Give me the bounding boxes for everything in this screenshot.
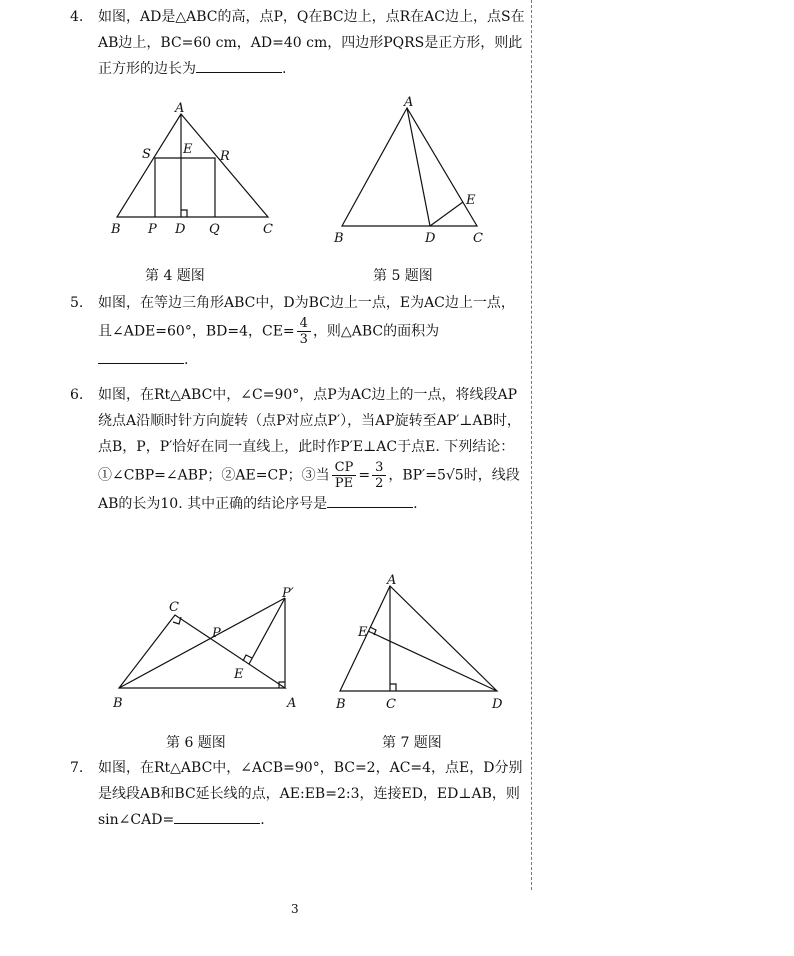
equals-sign: = <box>358 467 371 484</box>
label-e: E <box>234 667 244 682</box>
problem-6-text-2: ，BP′=5√5时，线段AB的长为10. 其中正确的结论序号是 <box>98 467 520 512</box>
caption-figure-7: 第 7 题图 <box>382 735 442 751</box>
label-b: B <box>334 231 344 246</box>
problem-5-text: 如图，在等边三角形ABC中，D为BC边上一点，E为AC边上一点，且∠ADE=60°，BD=4，CE= <box>98 295 515 340</box>
answer-blank <box>327 493 413 508</box>
figure-7 <box>330 570 510 715</box>
label-b: B <box>111 222 121 237</box>
problem-number: 7. <box>70 760 84 776</box>
figure-4 <box>105 100 285 240</box>
label-c: C <box>169 600 179 615</box>
fraction-denominator: PE <box>334 476 354 491</box>
fraction-numerator: 4 <box>297 316 311 332</box>
triangle-abc <box>119 615 285 688</box>
fraction-3-2 <box>372 460 386 491</box>
segment-ad <box>407 108 430 226</box>
label-q: Q <box>209 222 220 237</box>
caption-figure-4: 第 4 题图 <box>145 268 205 284</box>
problem-text <box>98 4 525 82</box>
label-p: P <box>148 222 157 237</box>
triangle-abc <box>117 114 268 217</box>
label-c: C <box>473 231 483 246</box>
label-e: E <box>183 142 193 157</box>
label-c: C <box>386 697 396 712</box>
problem-4-text: 如图，AD是△ABC的高，点P，Q在BC边上，点R在AC边上，点S在AB边上，BC=60 cm，AD=40 cm，四边形PQRS是正方形，则此正方形的边长为 <box>98 9 525 77</box>
page-number: 3 <box>291 902 299 916</box>
fraction-denominator: 2 <box>375 476 384 491</box>
label-a: A <box>175 101 185 116</box>
answer-blank <box>98 349 184 364</box>
problem-4-end: . <box>282 61 287 77</box>
problem-text <box>98 290 525 373</box>
problem-5-end: . <box>184 352 189 368</box>
fraction-numerator: 3 <box>372 460 386 476</box>
label-d: D <box>175 222 186 237</box>
label-a: A <box>287 696 297 711</box>
problem-number: 6. <box>70 387 84 403</box>
problem-text <box>98 755 525 833</box>
segment-ed <box>368 631 497 691</box>
label-d: D <box>492 697 503 712</box>
label-c: C <box>263 222 273 237</box>
label-a: A <box>404 95 414 110</box>
fraction-cp-pe <box>332 460 357 491</box>
fraction <box>297 316 311 347</box>
caption-figure-6: 第 6 题图 <box>166 735 226 751</box>
problem-7-end: . <box>260 812 265 828</box>
problem-number: 5. <box>70 295 84 311</box>
answer-blank <box>196 58 282 73</box>
label-p2: P′ <box>282 586 294 601</box>
label-b: B <box>113 696 123 711</box>
answer-blank <box>174 809 260 824</box>
column-divider <box>531 0 532 890</box>
problem-5 <box>70 290 525 373</box>
problem-5-text-2: ，则△ABC的面积为 <box>312 323 440 340</box>
label-d: D <box>425 231 436 246</box>
label-r: R <box>220 149 230 164</box>
problem-text <box>98 382 525 517</box>
triangle-abc <box>342 108 477 226</box>
label-p: P <box>212 626 221 641</box>
label-b: B <box>336 697 346 712</box>
problem-6 <box>70 382 525 517</box>
problem-7-text: 如图，在Rt△ABC中，∠ACB=90°，BC=2，AC=4，点E，D分别是线段AB和BC延长线的点，AE:EB=2:3，连接ED，ED⊥AB，则sin∠CAD= <box>98 760 523 828</box>
label-s: S <box>142 147 151 162</box>
right-angle-mark <box>181 210 187 217</box>
label-e: E <box>466 193 476 208</box>
figure-6 <box>105 585 305 715</box>
segment-de <box>430 202 463 226</box>
caption-figure-5: 第 5 题图 <box>373 268 433 284</box>
problem-6-text: 如图，在Rt△ABC中，∠C=90°，点P为AC边上的一点，将线段AP绕点A沿顺时针方向旋转（点P对应点P′），当AP旋转至AP′⊥AB时，点B，P，P′恰好在同一直线上，此时作P′E⊥AC于点E. 下列结论：①∠CBP=∠ABP；②AE=CP；③当 <box>98 387 521 484</box>
problem-number: 4. <box>70 9 84 25</box>
fraction-numerator: CP <box>332 460 357 476</box>
right-angle-c <box>390 684 396 691</box>
label-a: A <box>387 573 397 588</box>
fraction-denominator: 3 <box>299 332 308 347</box>
problem-6-end: . <box>413 496 418 512</box>
label-e: E <box>358 625 368 640</box>
problem-4 <box>70 4 525 82</box>
square-pqrs <box>155 158 215 217</box>
problem-7 <box>70 755 525 833</box>
figure-5 <box>330 92 490 252</box>
